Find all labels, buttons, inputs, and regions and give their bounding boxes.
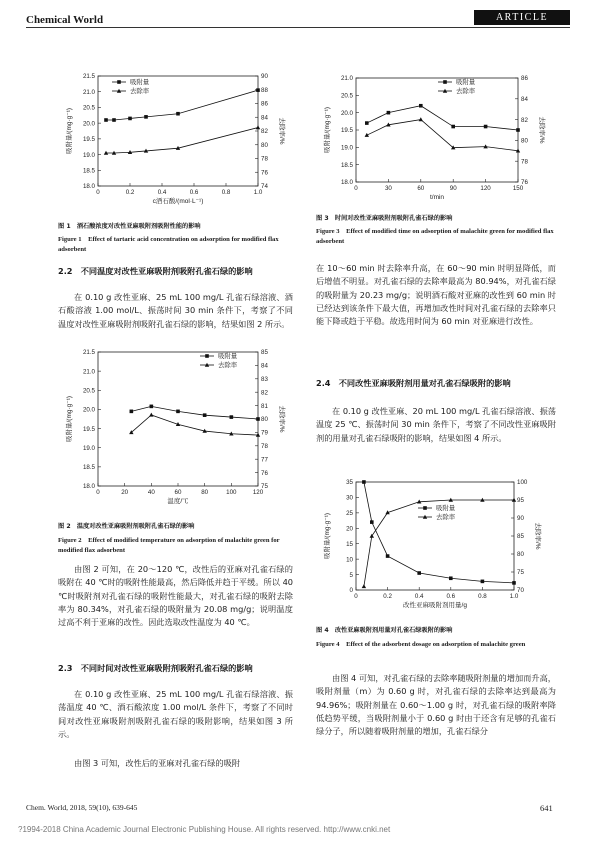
data-point-adsorption bbox=[387, 111, 391, 115]
data-point-adsorption bbox=[417, 571, 421, 575]
y-tick-label: 19.0 bbox=[82, 151, 95, 159]
x-tick-label: 0.8 bbox=[221, 189, 231, 196]
legend-label: 吸附量 bbox=[218, 353, 238, 361]
y2-tick-label: 85 bbox=[261, 349, 268, 357]
y2-tick-label: 82 bbox=[261, 389, 268, 397]
y-tick-label: 19.5 bbox=[82, 425, 95, 433]
article-badge: ARTICLE bbox=[474, 10, 570, 25]
section-2-2-heading: 2.2 不同温度对改性亚麻吸附剂吸附孔雀石绿的影响 bbox=[58, 266, 253, 276]
section-2-4-heading: 2.4 不同改性亚麻吸附剂用量对孔雀石绿吸附的影响 bbox=[316, 378, 511, 388]
data-point-adsorption bbox=[256, 88, 260, 92]
y-tick-label: 25 bbox=[346, 510, 353, 518]
y-tick-label: 21.0 bbox=[82, 88, 95, 96]
y2-tick-label: 76 bbox=[261, 469, 268, 477]
x-tick-label: 0 bbox=[96, 189, 100, 196]
data-point-adsorption bbox=[370, 520, 374, 524]
y2-axis-label: 去除率/% bbox=[534, 522, 541, 550]
data-point-adsorption bbox=[176, 112, 180, 116]
figure-1-title-en: Effect of tartaric acid concentration on adsorption for modified flax adsorbent bbox=[58, 236, 279, 253]
x-tick-label: 0.4 bbox=[157, 189, 167, 196]
y-axis-label: 吸附量/(mg·g⁻¹) bbox=[324, 106, 331, 154]
legend-marker bbox=[117, 80, 121, 84]
figure-4-title-en: Effect of the adsorbent dosage on adsorption of malachite green bbox=[346, 641, 526, 648]
figure-1-caption-zh bbox=[58, 222, 293, 232]
data-point-removal bbox=[419, 117, 423, 121]
y-axis-label: 吸附量/(mg·g⁻¹) bbox=[324, 512, 331, 560]
figure-2-title-en: Effect of modified temperature on adsorption of malachite green for modified flax adsorbent bbox=[58, 537, 280, 554]
y2-tick-label: 90 bbox=[261, 73, 268, 81]
figure-3-caption-en bbox=[316, 227, 556, 247]
legend-label: 吸附量 bbox=[130, 79, 150, 87]
y-tick-label: 18.0 bbox=[82, 183, 95, 191]
data-point-adsorption bbox=[230, 415, 234, 419]
data-point-adsorption bbox=[128, 117, 132, 121]
y-tick-label: 20.0 bbox=[340, 109, 353, 117]
y2-tick-label: 78 bbox=[261, 155, 268, 163]
y-tick-label: 20.5 bbox=[82, 104, 95, 112]
legend-label: 去除率 bbox=[456, 88, 476, 96]
x-tick-label: 1.0 bbox=[509, 593, 519, 600]
data-point-removal bbox=[149, 413, 153, 417]
data-point-adsorption bbox=[362, 480, 366, 484]
x-tick-label: 120 bbox=[480, 185, 491, 192]
y-tick-label: 20.5 bbox=[82, 387, 95, 395]
y2-tick-label: 85 bbox=[517, 533, 524, 541]
x-tick-label: 0 bbox=[96, 489, 100, 496]
legend-label: 吸附量 bbox=[456, 79, 476, 87]
x-tick-label: 80 bbox=[201, 489, 209, 496]
section-2-3-body: 在 0.10 g 改性亚麻、25 mL 100 mg/L 孔雀石绿溶液、振荡温度 40 ℃、酒石酸浓度 1.00 mol/L 条件下，考察了不同时间对改性亚麻吸附剂吸附孔雀石绿的吸附影响，结果如图 3 所示。 bbox=[58, 689, 293, 739]
y-tick-label: 18.0 bbox=[82, 483, 95, 491]
data-point-removal bbox=[362, 584, 366, 588]
figure-1-number: 图 1 bbox=[58, 223, 71, 230]
y-axis-label: 吸附量/(mg·g⁻¹) bbox=[66, 107, 73, 155]
section-2-4-body: 在 0.10 g 改性亚麻、20 mL 100 mg/L 孔雀石绿溶液、振荡温度 25 ℃、振荡时间 30 min 条件下，考察了不同改性亚麻吸附剂的用量对孔雀石绿吸附的影响，结果如图 4 所示。 bbox=[316, 406, 556, 443]
x-axis-label: 温度/℃ bbox=[167, 498, 189, 505]
y2-tick-label: 75 bbox=[261, 483, 268, 491]
y-tick-label: 19.0 bbox=[82, 444, 95, 452]
x-tick-label: 0.2 bbox=[125, 189, 135, 196]
data-point-adsorption bbox=[112, 118, 116, 122]
section-2-4-result: 由图 4 可知，对孔雀石绿的去除率随吸附剂量的增加而升高，吸附剂量（m）为 0.60 g 时，对孔雀石绿的去除率达到最高为 94.96%；吸附剂量在 0.60～1.00 g 时，对孔雀石绿的吸附率降低趋势平缓，当吸附剂量小于 0.60 g 时由于还含有足够的孔雀石绿分子，所以随着吸附剂量的增加，孔雀石绿分 bbox=[316, 673, 556, 737]
copyright-line: ?1994-2018 China Academic Journal Electronic Publishing House. All rights reserved. http://www.cnki.net bbox=[18, 825, 391, 834]
figure-4-chart bbox=[308, 474, 548, 622]
data-point-adsorption bbox=[365, 121, 369, 125]
x-tick-label: 30 bbox=[384, 185, 392, 192]
figure-4-caption-zh bbox=[316, 626, 556, 636]
x-tick-label: 60 bbox=[174, 489, 182, 496]
figure-2-number-en: Figure 2 bbox=[58, 537, 82, 544]
y2-tick-label: 76 bbox=[261, 169, 268, 177]
figure-2-chart bbox=[50, 344, 290, 522]
footer-citation: Chem. World, 2018, 59(10), 639-645 bbox=[26, 803, 138, 812]
x-tick-label: 100 bbox=[226, 489, 237, 496]
figure-2-number: 图 2 bbox=[58, 523, 71, 530]
y2-tick-label: 80 bbox=[521, 137, 528, 145]
figure-3-chart bbox=[308, 70, 548, 208]
x-tick-label: 150 bbox=[512, 185, 524, 192]
x-tick-label: 0.8 bbox=[478, 593, 487, 600]
figure-4-number: 图 4 bbox=[316, 627, 329, 634]
x-tick-label: 120 bbox=[252, 489, 264, 496]
y2-tick-label: 86 bbox=[521, 75, 528, 83]
figure-4-number-en: Figure 4 bbox=[316, 641, 340, 648]
series-line-adsorption bbox=[106, 90, 258, 120]
header-rule bbox=[26, 27, 570, 28]
data-point-adsorption bbox=[144, 115, 148, 119]
y2-tick-label: 84 bbox=[261, 114, 268, 122]
x-tick-label: 0.4 bbox=[414, 593, 424, 600]
y-tick-label: 19.5 bbox=[82, 136, 95, 144]
section-2-3-result-start: 由图 3 可知，改性后的亚麻对孔雀石绿的吸附 bbox=[74, 758, 240, 768]
data-point-adsorption bbox=[150, 405, 154, 409]
legend-label: 吸附量 bbox=[436, 505, 456, 513]
y-axis-label: 吸附量/(mg·g⁻¹) bbox=[66, 395, 73, 443]
y2-tick-label: 95 bbox=[517, 497, 524, 505]
y2-tick-label: 80 bbox=[517, 551, 524, 559]
x-tick-label: 0.6 bbox=[189, 189, 199, 196]
x-tick-label: 0 bbox=[354, 593, 358, 600]
y-tick-label: 5 bbox=[349, 571, 353, 579]
y2-tick-label: 78 bbox=[261, 443, 268, 450]
y2-axis-label: 去除率/% bbox=[278, 117, 285, 145]
y-tick-label: 18.5 bbox=[82, 167, 95, 175]
legend-marker bbox=[443, 80, 447, 84]
y-tick-label: 10 bbox=[346, 556, 353, 564]
legend-label: 去除率 bbox=[130, 88, 150, 96]
section-2-3-heading: 2.3 不同时间对改性亚麻吸附剂吸附孔雀石绿的影响 bbox=[58, 663, 253, 673]
y2-tick-label: 78 bbox=[521, 158, 528, 166]
x-tick-label: 1.0 bbox=[253, 189, 263, 196]
series-line-adsorption bbox=[131, 406, 258, 419]
plot-frame bbox=[98, 352, 258, 486]
y2-tick-label: 79 bbox=[261, 429, 268, 437]
data-point-adsorption bbox=[481, 580, 485, 584]
y2-tick-label: 86 bbox=[261, 100, 268, 108]
figure-2-title-zh: 温度对改性亚麻吸附剂吸附孔雀石绿的影响 bbox=[76, 523, 195, 530]
series-line-removal bbox=[367, 120, 518, 151]
y-tick-label: 18.5 bbox=[82, 464, 95, 472]
y2-axis-label: 去除率/% bbox=[538, 116, 545, 144]
y2-tick-label: 80 bbox=[261, 141, 268, 149]
x-tick-label: 90 bbox=[449, 185, 457, 192]
x-tick-label: 0.2 bbox=[383, 593, 392, 600]
figure-3-caption-zh bbox=[316, 214, 556, 224]
journal-title: Chemical World bbox=[26, 14, 104, 26]
y-tick-label: 20.0 bbox=[82, 406, 95, 414]
plot-frame bbox=[356, 482, 514, 590]
legend-label: 去除率 bbox=[436, 514, 456, 522]
y-tick-label: 21.5 bbox=[82, 349, 95, 357]
figure-1-chart bbox=[50, 70, 290, 210]
x-axis-label: t/min bbox=[429, 194, 445, 201]
x-tick-label: 40 bbox=[147, 489, 155, 496]
y-tick-label: 30 bbox=[346, 494, 353, 502]
x-axis-label: 改性亚麻吸附剂用量/g bbox=[403, 602, 467, 609]
y2-tick-label: 82 bbox=[261, 128, 268, 136]
y2-tick-label: 88 bbox=[261, 86, 268, 94]
y-tick-label: 21.0 bbox=[340, 75, 353, 83]
data-point-adsorption bbox=[256, 417, 260, 421]
data-point-adsorption bbox=[449, 576, 453, 580]
plot-frame bbox=[98, 76, 258, 186]
data-point-adsorption bbox=[419, 104, 423, 108]
figure-3-title-zh: 时间对改性亚麻吸附剂吸附孔雀石绿的影响 bbox=[334, 215, 453, 222]
figure-1-title-zh: 酒石酸浓度对改性亚麻吸附剂吸附性能的影响 bbox=[76, 223, 201, 230]
data-point-adsorption bbox=[512, 581, 516, 585]
figure-3-number: 图 3 bbox=[316, 215, 329, 222]
y2-tick-label: 70 bbox=[517, 587, 524, 595]
y2-tick-label: 76 bbox=[521, 179, 528, 187]
y2-axis-label: 去除率/% bbox=[278, 405, 285, 433]
x-tick-label: 60 bbox=[417, 185, 425, 192]
figure-1-number-en: Figure 1 bbox=[58, 236, 82, 243]
y-tick-label: 15 bbox=[346, 540, 353, 548]
y-tick-label: 18.5 bbox=[340, 161, 353, 169]
y-tick-label: 21.0 bbox=[82, 368, 95, 376]
y2-tick-label: 80 bbox=[261, 416, 268, 424]
y2-tick-label: 100 bbox=[517, 479, 528, 487]
y-tick-label: 20.5 bbox=[340, 92, 353, 100]
y2-tick-label: 81 bbox=[261, 402, 268, 410]
data-point-adsorption bbox=[386, 554, 390, 558]
y-tick-label: 20.0 bbox=[82, 120, 95, 128]
y2-tick-label: 74 bbox=[261, 183, 268, 191]
y-tick-label: 18.0 bbox=[340, 179, 353, 187]
y2-tick-label: 84 bbox=[261, 362, 268, 370]
y2-tick-label: 84 bbox=[521, 96, 528, 103]
y-tick-label: 20 bbox=[346, 525, 353, 533]
y2-tick-label: 83 bbox=[261, 376, 268, 383]
page-number: 641 bbox=[540, 803, 553, 813]
plot-frame bbox=[356, 78, 518, 182]
series-line-adsorption bbox=[364, 482, 514, 583]
legend-marker bbox=[423, 506, 427, 510]
y2-tick-label: 77 bbox=[261, 456, 268, 464]
figure-4-caption-en bbox=[316, 640, 556, 650]
section-2-3-result-cont: 在 10～60 min 时去除率升高，在 60～90 min 时明显降低，而后增值不明显。对孔雀石绿的去除率最高为 80.94%，对孔雀石绿的吸附量为 20.23 mg/g；说明酒石酸对亚麻的改性到 60 min 时已经达到该条件下最大值，再增加改性时间对孔雀石绿的去除率只能下降或趋于平稳。故选用时间为 60 min 对亚麻进行改性。 bbox=[316, 263, 556, 327]
y-tick-label: 19.5 bbox=[340, 127, 353, 135]
legend-label: 去除率 bbox=[218, 362, 238, 370]
figure-4-title-zh: 改性亚麻吸附剂用量对孔雀石绿吸附的影响 bbox=[334, 627, 453, 634]
x-tick-label: 0 bbox=[354, 185, 358, 192]
data-point-removal bbox=[256, 125, 260, 129]
figure-2-caption-zh bbox=[58, 522, 293, 532]
data-point-adsorption bbox=[176, 410, 180, 414]
y2-tick-label: 82 bbox=[521, 116, 528, 124]
y2-tick-label: 75 bbox=[517, 569, 524, 577]
data-point-adsorption bbox=[516, 128, 520, 132]
y-tick-label: 35 bbox=[346, 479, 353, 487]
y-tick-label: 21.5 bbox=[82, 73, 95, 81]
series-line-removal bbox=[106, 128, 258, 153]
figure-1-caption-en bbox=[58, 235, 293, 255]
y2-tick-label: 90 bbox=[517, 515, 524, 523]
y-tick-label: 19.0 bbox=[340, 144, 353, 152]
data-point-adsorption bbox=[203, 413, 207, 417]
data-point-adsorption bbox=[130, 410, 134, 414]
y-tick-label: 0 bbox=[349, 587, 353, 595]
data-point-adsorption bbox=[451, 125, 455, 129]
figure-3-number-en: Figure 3 bbox=[316, 228, 340, 235]
figure-3-title-en: Effect of modified time on adsorption of malachite green for modified flax adsorbent bbox=[316, 228, 554, 245]
x-tick-label: 0.6 bbox=[446, 593, 456, 600]
figure-2-caption-en bbox=[58, 536, 293, 556]
section-2-2-result: 由图 2 可知，在 20～120 ℃，改性后的亚麻对孔雀石绿的吸附在 40 ℃时的吸附性能最高，然后降低并趋于平缓。所以 40 ℃时吸附剂对孔雀石绿的吸附性能最大，对孔雀石绿的吸附去除率为 80.34%，对孔雀石绿的吸附量为 20.08 mg/g；说明温度过高不利于亚麻的改性。因此选取改性温度为 40 ℃。 bbox=[58, 564, 293, 628]
data-point-adsorption bbox=[484, 125, 488, 129]
x-axis-label: c酒石酸/(mol·L⁻¹) bbox=[152, 198, 204, 205]
x-tick-label: 20 bbox=[121, 489, 129, 496]
legend-marker bbox=[205, 354, 209, 358]
section-2-2-body: 在 0.10 g 改性亚麻、25 mL 100 mg/L 孔雀石绿溶液、酒石酸溶液 1.00 mol/L、振荡时间 30 min 条件下，考察了不同温度对改性亚麻吸附剂吸附孔雀石绿的影响，结果如图 2 所示。 bbox=[58, 292, 293, 329]
data-point-adsorption bbox=[104, 118, 108, 122]
